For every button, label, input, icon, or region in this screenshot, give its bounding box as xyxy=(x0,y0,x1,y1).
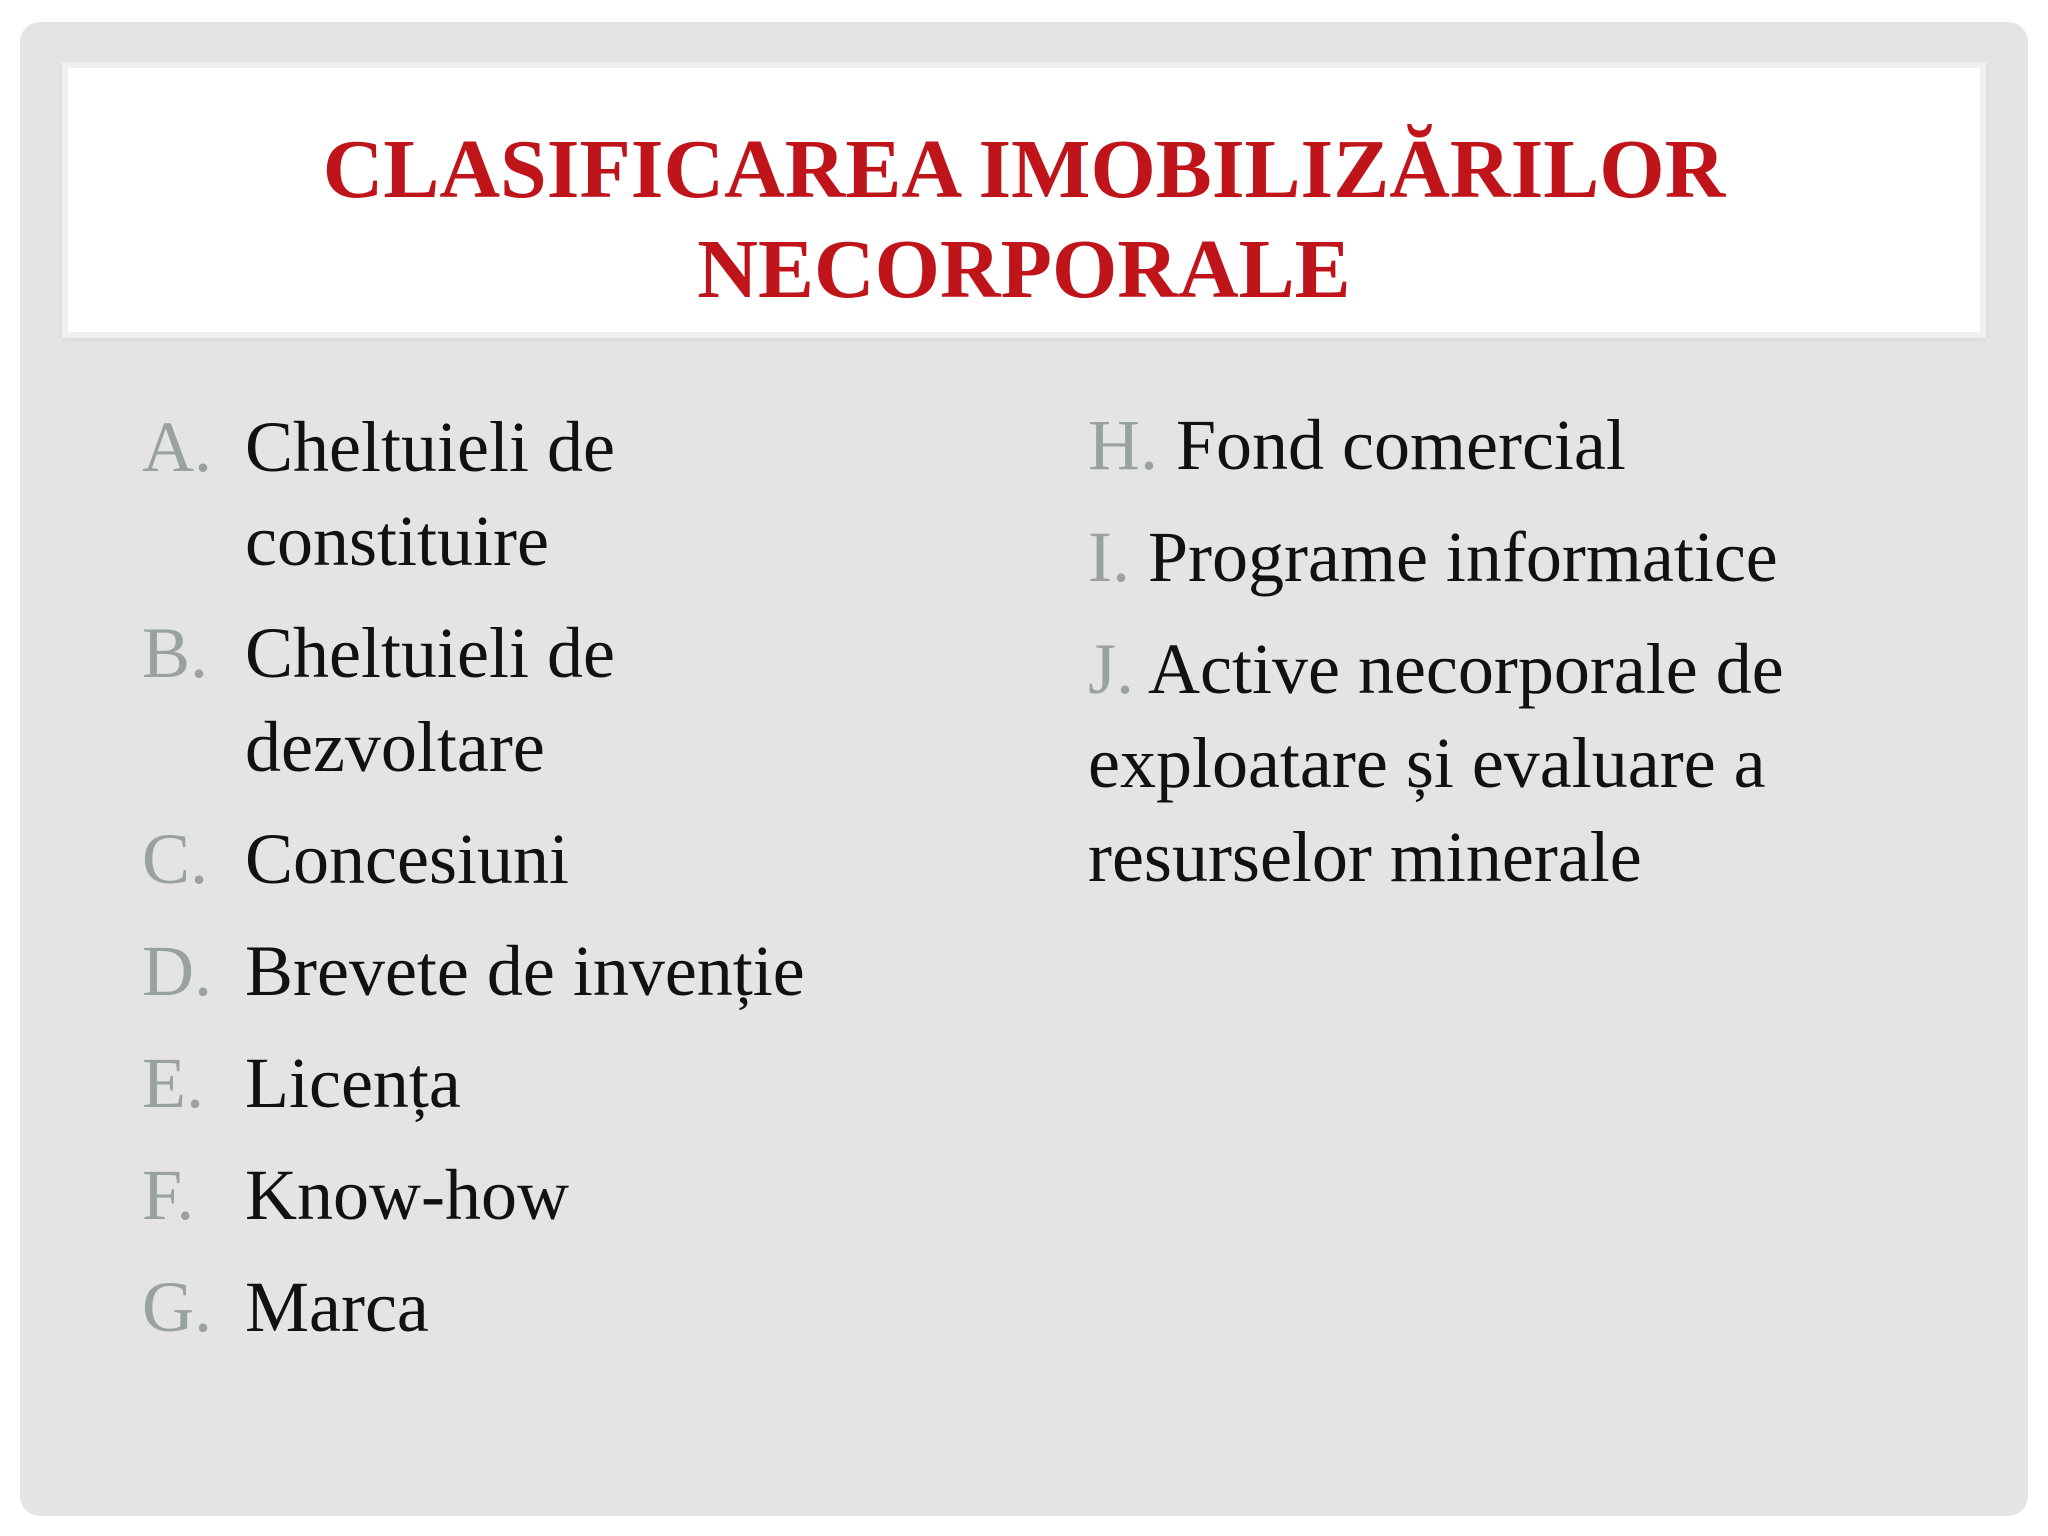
slide-title xyxy=(68,120,1980,320)
list-item xyxy=(1088,622,1988,904)
title-box xyxy=(62,62,1986,338)
list-item xyxy=(142,1260,1022,1354)
list-marker: I. xyxy=(1088,517,1148,597)
list-item-text: Brevete de invenție xyxy=(245,931,805,1011)
list-marker: D. xyxy=(142,931,212,1011)
list-item xyxy=(1088,510,1988,604)
list-item-text: Fond comercial xyxy=(1176,405,1626,485)
list-marker: F. xyxy=(142,1155,195,1235)
list-marker: A. xyxy=(142,407,212,487)
list-item xyxy=(142,400,1022,588)
list-item xyxy=(142,1036,1022,1130)
list-item-text: Cheltuieli de constituire xyxy=(245,407,615,581)
list-item-text: Concesiuni xyxy=(245,819,569,899)
list-item-text: Licența xyxy=(245,1043,461,1123)
list-item-text: Active necorporale de exploatare și evaluare a resurselor minerale xyxy=(1088,629,1784,897)
list-marker: J. xyxy=(1088,629,1149,709)
list-item-text: Cheltuieli de dezvoltare xyxy=(245,613,615,787)
left-list xyxy=(142,400,1022,1372)
list-item xyxy=(1088,398,1988,492)
list-marker: E. xyxy=(142,1043,204,1123)
list-marker: G. xyxy=(142,1267,212,1347)
list-marker: C. xyxy=(142,819,209,899)
list-item xyxy=(142,812,1022,906)
slide xyxy=(20,22,2028,1516)
list-item-text: Programe informatice xyxy=(1147,517,1778,597)
slide-title-line-1: CLASIFICAREA IMOBILIZĂRILOR xyxy=(322,123,1726,216)
list-item xyxy=(142,606,1022,794)
list-marker: B. xyxy=(142,613,209,693)
list-item xyxy=(142,924,1022,1018)
list-marker: H. xyxy=(1088,405,1176,485)
list-item xyxy=(142,1148,1022,1242)
list-item-text: Marca xyxy=(245,1267,429,1347)
list-item-text: Know-how xyxy=(245,1155,569,1235)
slide-title-line-2: NECORPORALE xyxy=(697,223,1351,316)
right-list xyxy=(1088,398,1988,922)
